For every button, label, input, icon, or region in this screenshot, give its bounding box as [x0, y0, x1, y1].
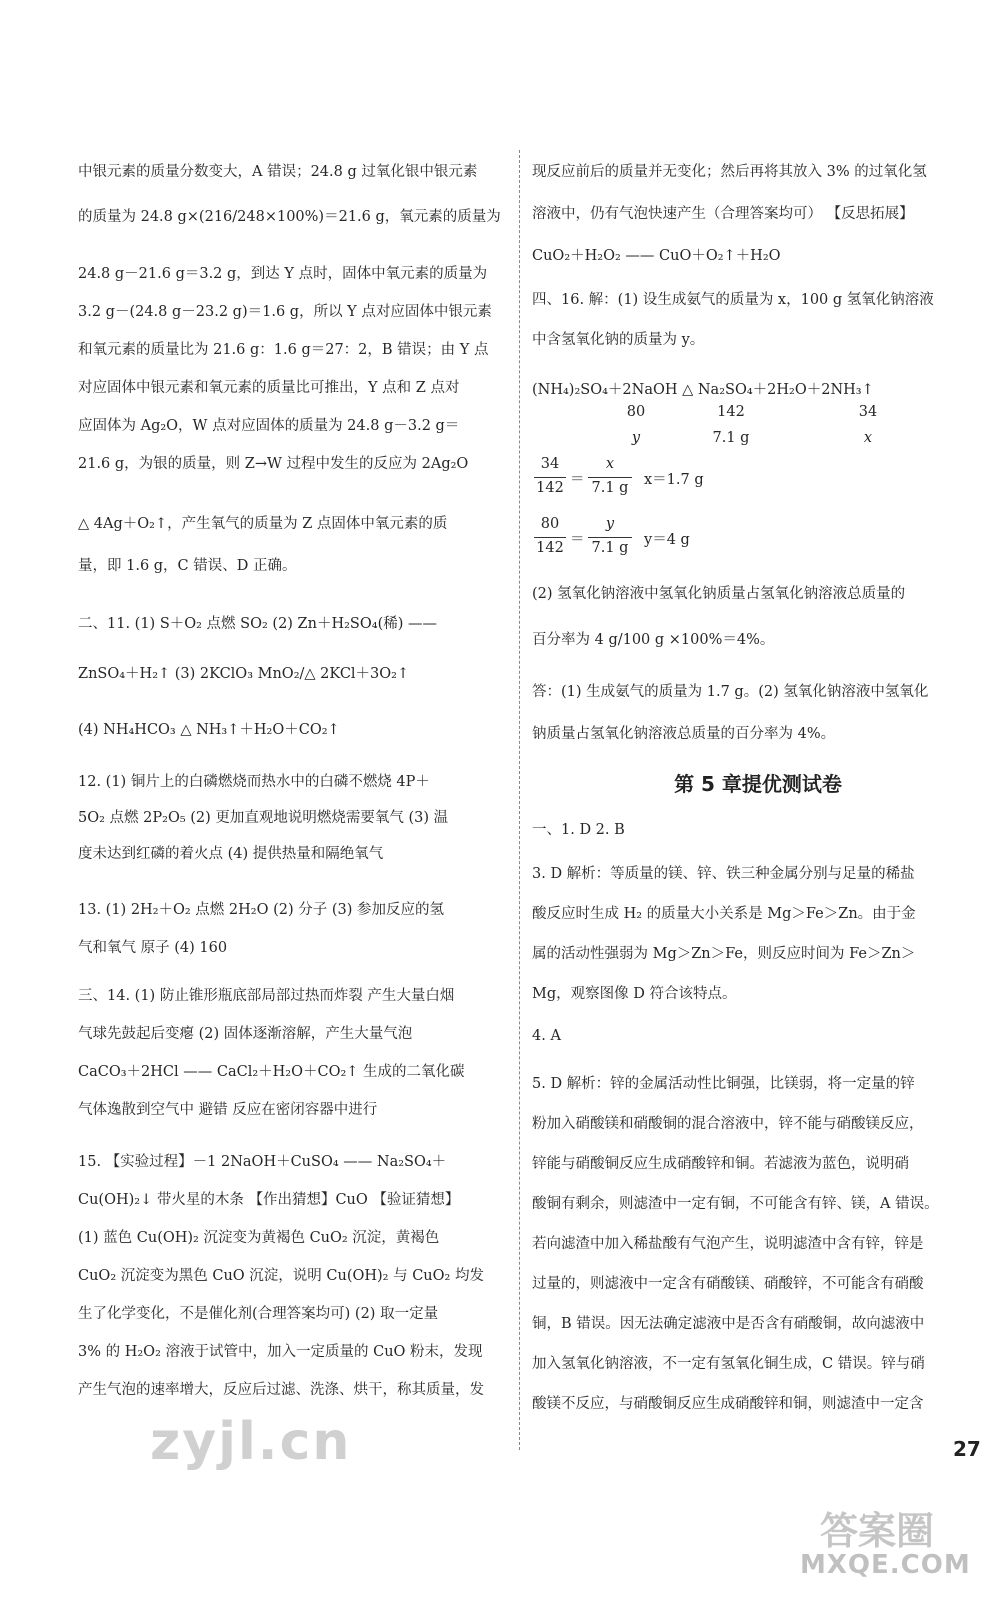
- fraction-denominator: 142: [536, 540, 564, 556]
- question-15: 15. 【实验过程】－1 2NaOH＋CuSO₄ —— Na₂SO₄＋: [78, 1154, 447, 1170]
- text-line: 气体逸散到空气中 避错 反应在密闭容器中进行: [78, 1102, 378, 1118]
- page-number: 27: [953, 1437, 981, 1461]
- answer-line: 酸反应时生成 H₂ 的质量大小关系是 Mg＞Fe＞Zn。由于金: [532, 906, 916, 922]
- answer-line: 酸铜有剩余，则滤渣中一定有铜，不可能含有锌、镁，A 错误。: [532, 1196, 939, 1212]
- text-line: 现反应前后的质量并无变化；然后再将其放入 3% 的过氧化氢: [532, 164, 927, 180]
- text-line: 百分率为 4 g/100 g ×100%＝4%。: [532, 632, 775, 648]
- stoich-value: 80: [626, 404, 646, 420]
- fraction-bar: [588, 477, 632, 478]
- answer-line: 钠质量占氢氧化钠溶液总质量的百分率为 4%。: [532, 726, 836, 742]
- calc-result: x＝1.7 g: [644, 472, 704, 488]
- text-line: Cu(OH)₂↓ 带火星的木条 【作出猜想】CuO 【验证猜想】: [78, 1192, 460, 1208]
- text-line: 气和氧气 原子 (4) 160: [78, 940, 228, 956]
- text-line: 的质量为 24.8 g×(216/248×100%)＝21.6 g，氧元素的质量为: [78, 209, 501, 225]
- answer-line: 粉加入硝酸镁和硝酸铜的混合溶液中，锌不能与硝酸镁反应，: [532, 1116, 924, 1132]
- text-line: 中银元素的质量分数变大，A 错误；24.8 g 过氧化银中银元素: [78, 164, 478, 180]
- watermark-logo: 答案圈: [820, 1509, 935, 1553]
- text-line: (1) 蓝色 Cu(OH)₂ 沉淀变为黄褐色 CuO₂ 沉淀，黄褐色: [78, 1230, 440, 1246]
- answer-line: 酸镁不反应，与硝酸铜反应生成硝酸锌和铜，则滤渣中一定含: [532, 1396, 924, 1412]
- question-11: 二、11. (1) S＋O₂ 点燃 SO₂ (2) Zn＋H₂SO₄(稀) ——: [78, 616, 437, 632]
- text-line: 应固体为 Ag₂O，W 点对应固体的质量为 24.8 g－3.2 g＝: [78, 418, 460, 434]
- text-line: CaCO₃＋2HCl —— CaCl₂＋H₂O＋CO₂↑ 生成的二氧化碳: [78, 1064, 465, 1080]
- answer-line: 属的活动性强弱为 Mg＞Zn＞Fe，则反应时间为 Fe＞Zn＞: [532, 946, 916, 962]
- text-line: 生了化学变化，不是催化剂(合理答案均可) (2) 取一定量: [78, 1306, 439, 1322]
- stoich-variable: x: [863, 430, 873, 446]
- watermark-zyjl: zyjl.cn: [150, 1412, 352, 1472]
- answer-line: 3. D 解析：等质量的镁、锌、铁三种金属分别与足量的稀盐: [532, 866, 915, 882]
- text-line: 24.8 g－21.6 g＝3.2 g，到达 Y 点时，固体中氧元素的质量为: [78, 266, 488, 282]
- answer-line: 一、1. D 2. B: [532, 822, 625, 838]
- text-line: (2) 氢氧化钠溶液中氢氧化钠质量占氢氧化钠溶液总质量的: [532, 586, 906, 602]
- fraction-numerator: x: [605, 456, 615, 472]
- answer-line: 过量的，则滤液中一定含有硝酸镁、硝酸锌，不可能含有硝酸: [532, 1276, 924, 1292]
- text-line: 产生气泡的速率增大，反应后过滤、洗涤、烘干，称其质量，发: [78, 1382, 484, 1398]
- stoich-value: 142: [717, 404, 745, 420]
- text-line: 5O₂ 点燃 2P₂O₅ (2) 更加直观地说明燃烧需要氧气 (3) 温: [78, 810, 449, 826]
- question-13: 13. (1) 2H₂＋O₂ 点燃 2H₂O (2) 分子 (3) 参加反应的氢: [78, 902, 445, 918]
- stoich-value: 7.1 g: [712, 430, 750, 446]
- answer-line: 加入氢氧化钠溶液，不一定有氢氧化铜生成，C 错误。锌与硝: [532, 1356, 925, 1372]
- text-line: 和氧元素的质量比为 21.6 g：1.6 g＝27：2，B 错误；由 Y 点: [78, 342, 489, 358]
- text-line: 溶液中，仍有气泡快速产生（合理答案均可） 【反思拓展】: [532, 206, 914, 222]
- text-line: (4) NH₄HCO₃ △ NH₃↑＋H₂O＋CO₂↑: [78, 722, 340, 738]
- text-line: ZnSO₄＋H₂↑ (3) 2KClO₃ MnO₂/△ 2KCl＋3O₂↑: [78, 666, 410, 682]
- answer-line: 铜，B 错误。因无法确定滤液中是否含有硝酸铜，故向滤液中: [532, 1316, 925, 1332]
- answer-line: Mg，观察图像 D 符合该特点。: [532, 986, 737, 1002]
- answer-line: 答：(1) 生成氨气的质量为 1.7 g。(2) 氢氧化钠溶液中氢氧化: [532, 684, 929, 700]
- equation-line: (NH₄)₂SO₄＋2NaOH △ Na₂SO₄＋2H₂O＋2NH₃↑: [532, 382, 874, 398]
- stoich-variable: y: [631, 430, 641, 446]
- text-line: 中含氢氧化钠的质量为 y。: [532, 332, 705, 348]
- answer-line: 4. A: [532, 1028, 561, 1044]
- text-line: 量，即 1.6 g，C 错误、D 正确。: [78, 558, 297, 574]
- calc-result: y＝4 g: [644, 532, 690, 548]
- equation-line: CuO₂＋H₂O₂ —— CuO＋O₂↑＋H₂O: [532, 248, 781, 264]
- text-line: 气球先鼓起后变瘪 (2) 固体逐渐溶解，产生大量气泡: [78, 1026, 413, 1042]
- fraction-denominator: 7.1 g: [591, 480, 629, 496]
- question-14: 三、14. (1) 防止锥形瓶底部局部过热而炸裂 产生大量白烟: [78, 988, 455, 1004]
- watermark-url: MXQE.COM: [800, 1550, 971, 1580]
- fraction-numerator: y: [605, 516, 615, 532]
- text-line: △ 4Ag＋O₂↑，产生氧气的质量为 Z 点固体中氧元素的质: [78, 516, 448, 532]
- fraction-denominator: 142: [536, 480, 564, 496]
- text-line: 对应固体中银元素和氧元素的质量比可推出，Y 点和 Z 点对: [78, 380, 460, 396]
- column-divider: [519, 150, 520, 1450]
- section-title: 第 5 章提优测试卷: [674, 772, 842, 796]
- answer-line: 5. D 解析：锌的金属活动性比铜强，比镁弱，将一定量的锌: [532, 1076, 915, 1092]
- text-line: CuO₂ 沉淀变为黑色 CuO 沉淀，说明 Cu(OH)₂ 与 CuO₂ 均发: [78, 1268, 484, 1284]
- text-line: 度未达到红磷的着火点 (4) 提供热量和隔绝氧气: [78, 846, 384, 862]
- question-16: 四、16. 解：(1) 设生成氨气的质量为 x，100 g 氢氧化钠溶液: [532, 292, 934, 308]
- fraction-denominator: 7.1 g: [591, 540, 629, 556]
- fraction-bar: [588, 537, 632, 538]
- fraction-bar: [534, 537, 566, 538]
- answer-line: 若向滤渣中加入稀盐酸有气泡产生，说明滤渣中含有锌，锌是: [532, 1236, 924, 1252]
- text-line: 3.2 g－(24.8 g－23.2 g)＝1.6 g，所以 Y 点对应固体中银元素: [78, 304, 492, 320]
- answer-line: 锌能与硝酸铜反应生成硝酸锌和铜。若滤液为蓝色，说明硝: [532, 1156, 909, 1172]
- text-line: 3% 的 H₂O₂ 溶液于试管中，加入一定质量的 CuO 粉末，发现: [78, 1344, 483, 1360]
- fraction-numerator: 34: [540, 456, 560, 472]
- fraction-bar: [534, 477, 566, 478]
- stoich-value: 34: [858, 404, 878, 420]
- fraction-numerator: 80: [540, 516, 560, 532]
- question-12: 12. (1) 铜片上的白磷燃烧而热水中的白磷不燃烧 4P＋: [78, 774, 430, 790]
- text-line: 21.6 g，为银的质量，则 Z→W 过程中发生的反应为 2Ag₂O: [78, 456, 469, 472]
